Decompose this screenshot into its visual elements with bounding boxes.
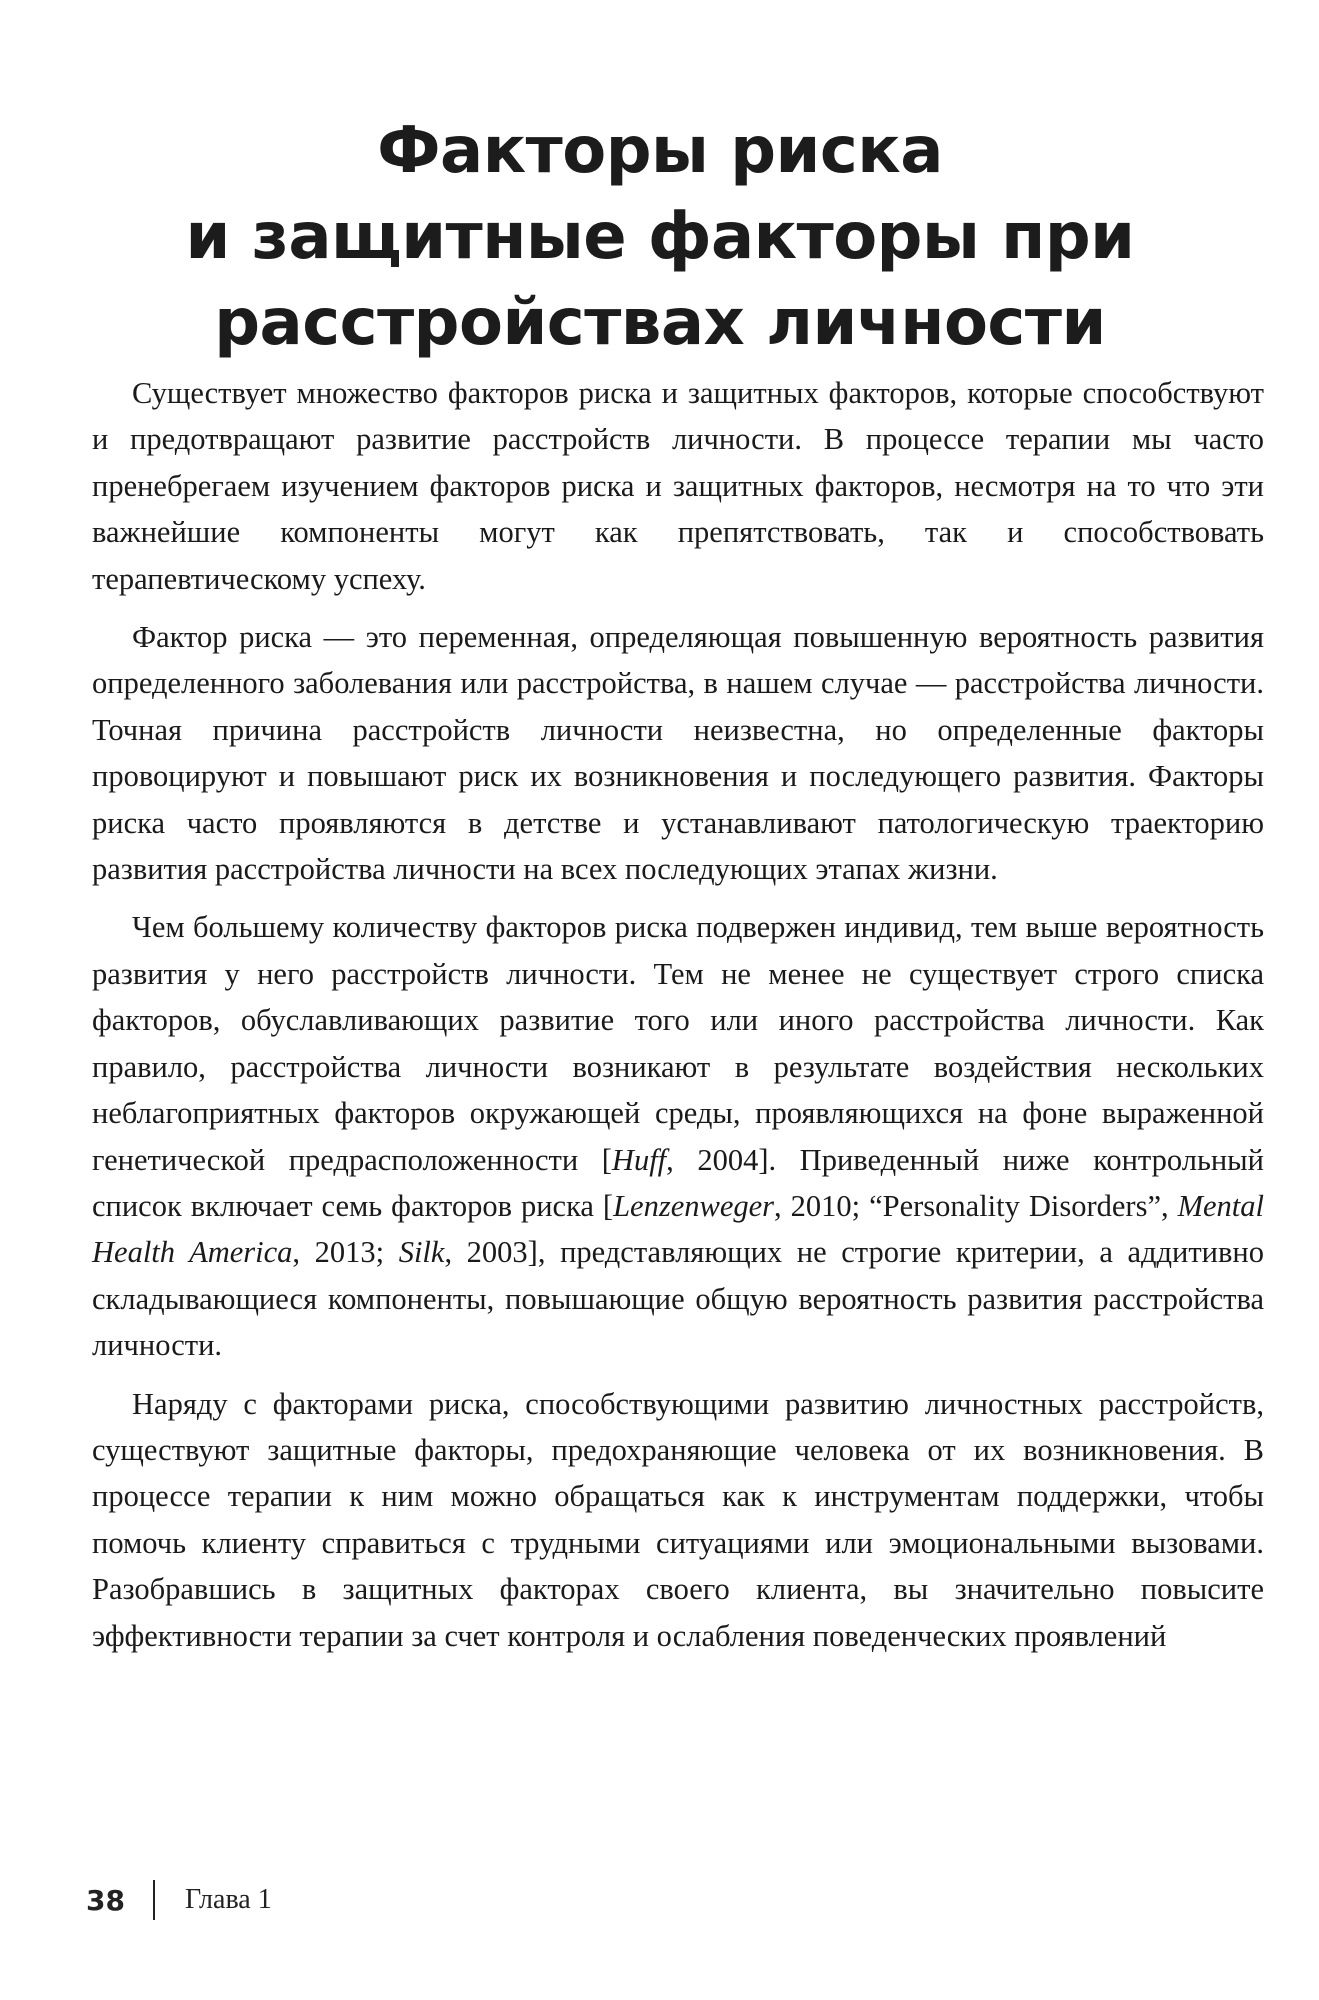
chapter-label: Глава 1 xyxy=(184,1884,272,1915)
heading-line-1: Факторы риска xyxy=(377,114,943,188)
paragraph-risk-factor-definition: Фактор риска — это переменная, определяющая повышенную вероятность развития определенного заболевания или расстройства, в нашем случае — расстройства личности. Точная причина расстройств личности неизвестна, но определенные факторы провоцируют и повышают риск их возникновения и последующего развития. Факторы риска часто проявляются в детстве и устанавливают патологическую траекторию развития расстройства личности на всех последующих этапах жизни. xyxy=(92,620,1264,887)
citation-source: Mental Health America xyxy=(92,1188,1264,1270)
heading-line-3: расстройствах личности xyxy=(214,286,1106,360)
page-footer xyxy=(86,1878,272,1922)
paragraph-protective-factors: Наряду с факторами риска, способствующими развитию личностных расстройств, существуют защитные факторы, предохраняющие человека от их возникновения. В процессе терапии к ним можно обращаться как к инструментам поддержки, чтобы помочь клиенту справиться с трудными ситуациями или эмоциональными вызовами. Разобравшись в защитных факторах своего клиента, вы значительно повысите эффективности терапии за счет контроля и ослабления поведенческих проявлений xyxy=(92,1386,1264,1653)
heading-line-2: и защитные факторы при xyxy=(185,200,1135,274)
paragraph-risk-factor-checklist xyxy=(92,904,1264,1368)
citation-author: Lenzenweger xyxy=(613,1188,775,1223)
citation-author: Huff xyxy=(611,1142,667,1177)
footer-divider xyxy=(153,1880,155,1920)
paragraph-text: , 2003], представляющих не строгие критерии, а аддитивно складывающиеся компоненты, повышающие общую вероятность развития расстройства личности. xyxy=(92,1235,1264,1363)
paragraph-text: Чем большему количеству факторов риска подвержен индивид, тем выше вероятность развития у него расстройств личности. Тем не менее не существует строго списка факторов, обуславливающих развитие того или иного расстройства личности. Как правило, расстройства личности возникают в результате воздействия нескольких неблагоприятных факторов окружающей среды, проявляющихся на фоне выраженной генетической предрасположенности [ xyxy=(92,910,1264,1177)
paragraph-intro: Существует множество факторов риска и защитных факторов, которые способствуют и предотвращают развитие расстройств личности. В процессе терапии мы часто пренебрегаем изучением факторов риска и защитных факторов, несмотря на то что эти важнейшие компоненты могут как препятствовать, так и способствовать терапевтическому успеху. xyxy=(92,376,1264,596)
body-text xyxy=(92,370,1264,1671)
paragraph-text: , 2010; “Personality Disorders”, xyxy=(774,1188,1178,1223)
section-heading xyxy=(90,108,1230,366)
paragraph-text: , 2004]. Приведенный ниже контрольный список включает семь факторов риска [ xyxy=(92,1142,1265,1223)
paragraph-text: , 2013; xyxy=(292,1235,399,1270)
page-number: 38 xyxy=(86,1883,125,1917)
citation-author: Silk xyxy=(398,1235,445,1270)
